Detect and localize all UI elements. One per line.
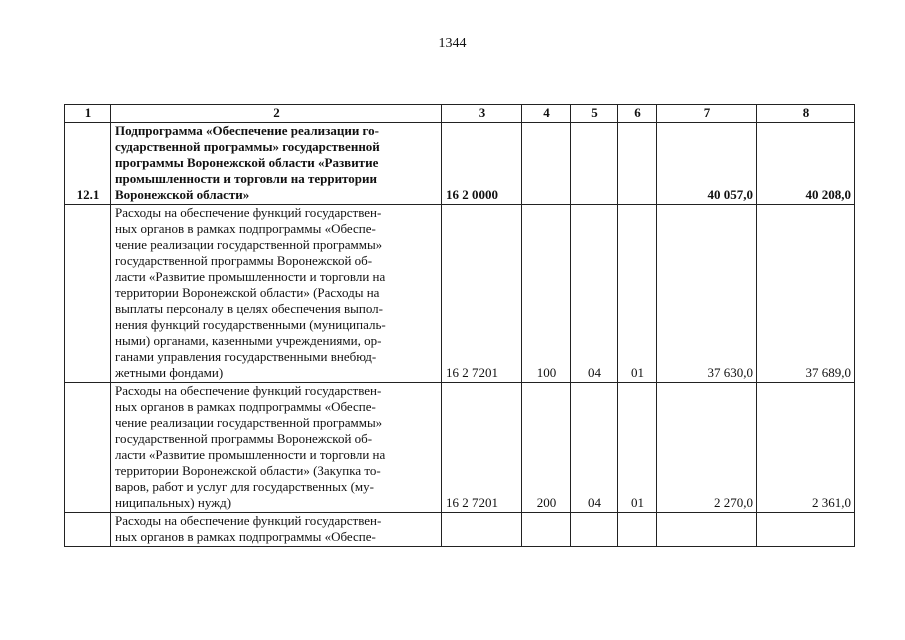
row-vr	[522, 123, 571, 205]
row-name: Расходы на обеспечение функций государствен- ных органов в рамках подпрограммы «Обеспе- чение реализации государственной программы» государственной программы Воронежской об- ласти «Развитие промышленности и торговли на территории Воронежской области» (Расходы на выплаты персоналу в целях обеспечения выпол- нения функций государственными (муниципаль- ными) органами, казенными учреждениями, ор- ганами управления государственными внебюд- жетными фондами)	[111, 205, 442, 383]
row-number: 12.1	[65, 123, 111, 205]
row-code	[442, 513, 522, 547]
row-rz	[571, 513, 618, 547]
row-pr: 01	[618, 383, 657, 513]
row-sum-7	[657, 513, 757, 547]
header-cell: 1	[65, 105, 111, 123]
row-code: 16 2 7201	[442, 383, 522, 513]
row-code: 16 2 7201	[442, 205, 522, 383]
header-cell: 7	[657, 105, 757, 123]
header-cell: 8	[757, 105, 855, 123]
page-number: 1344	[438, 36, 467, 51]
row-pr: 01	[618, 205, 657, 383]
row-number	[65, 205, 111, 383]
header-cell: 3	[442, 105, 522, 123]
row-name: Расходы на обеспечение функций государствен- ных органов в рамках подпрограммы «Обеспе-	[111, 513, 442, 547]
row-name: Расходы на обеспечение функций государствен- ных органов в рамках подпрограммы «Обеспе- чение реализации государственной программы» государственной программы Воронежской об- ласти «Развитие промышленности и торговли на территории Воронежской области» (Закупка то- варов, работ и услуг для государственных (му- ниципальных) нужд)	[111, 383, 442, 513]
row-sum-7: 2 270,0	[657, 383, 757, 513]
header-cell: 4	[522, 105, 571, 123]
budget-table	[64, 104, 855, 547]
table-row	[65, 383, 855, 513]
table-row	[65, 123, 855, 205]
row-rz	[571, 123, 618, 205]
row-sum-7: 37 630,0	[657, 205, 757, 383]
row-pr	[618, 513, 657, 547]
row-vr: 200	[522, 383, 571, 513]
row-sum-7: 40 057,0	[657, 123, 757, 205]
header-cell: 6	[618, 105, 657, 123]
table-row	[65, 205, 855, 383]
row-rz: 04	[571, 205, 618, 383]
table-row	[65, 513, 855, 547]
row-vr	[522, 513, 571, 547]
header-row	[65, 105, 855, 123]
row-number	[65, 383, 111, 513]
header-cell: 5	[571, 105, 618, 123]
row-number	[65, 513, 111, 547]
row-name: Подпрограмма «Обеспечение реализации го- сударственной программы» государственной программы Воронежской области «Развитие промышленности и торговли на территории Воронежской области»	[111, 123, 442, 205]
row-pr	[618, 123, 657, 205]
row-sum-8	[757, 513, 855, 547]
row-code: 16 2 0000	[442, 123, 522, 205]
row-rz: 04	[571, 383, 618, 513]
row-sum-8: 2 361,0	[757, 383, 855, 513]
row-vr: 100	[522, 205, 571, 383]
row-sum-8: 37 689,0	[757, 205, 855, 383]
header-cell: 2	[111, 105, 442, 123]
row-sum-8: 40 208,0	[757, 123, 855, 205]
